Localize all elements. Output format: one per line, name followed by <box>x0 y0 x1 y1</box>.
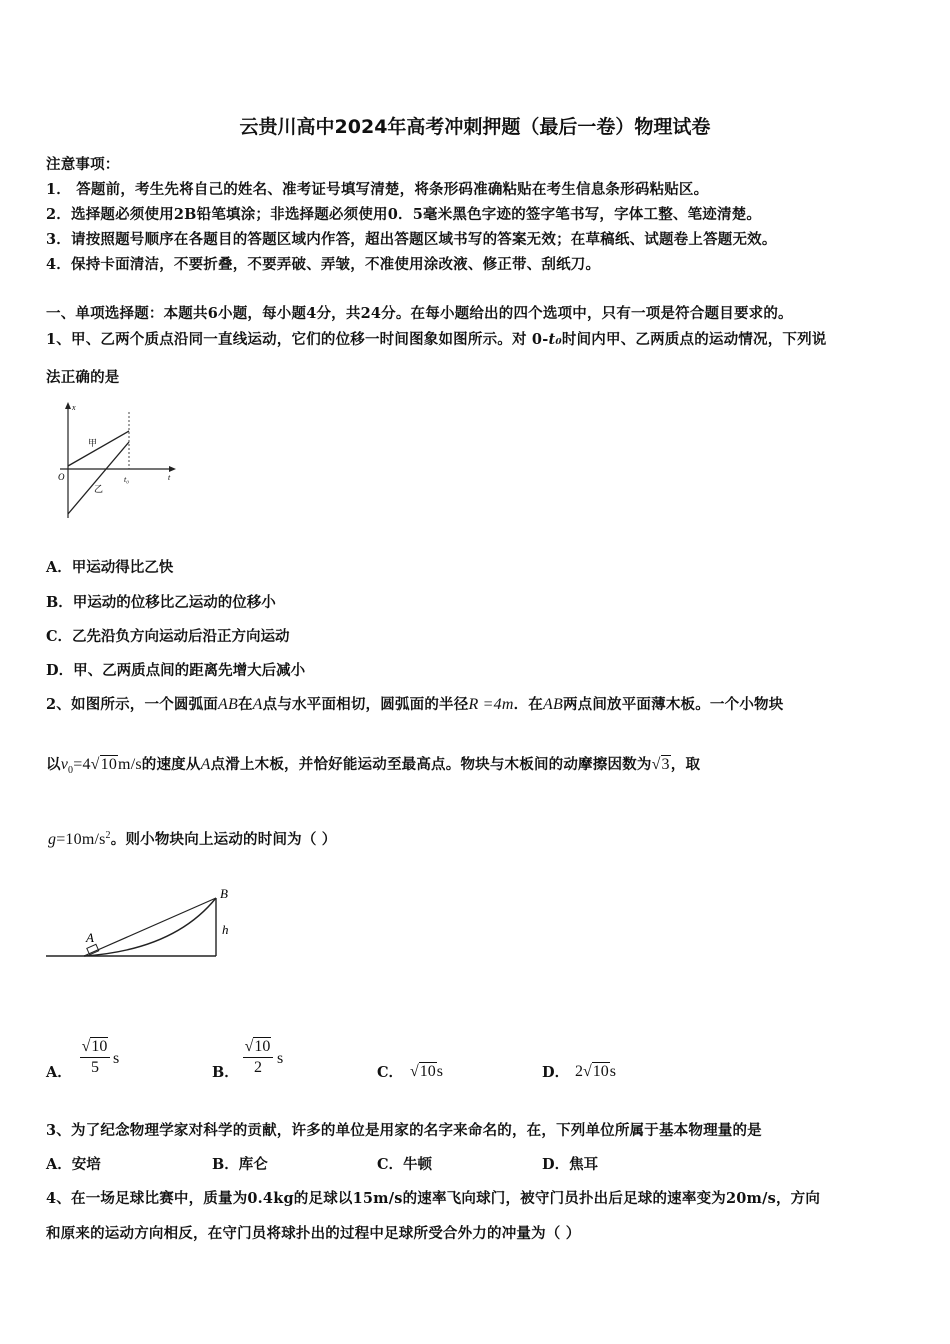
line-yi <box>68 442 129 514</box>
q2-line3 <box>48 828 337 849</box>
graph-origin-label: O <box>58 472 65 482</box>
section-heading: 一、单项选择题：本题共6小题，每小题4分，共24分。在每小题给出的四个选项中，只有一项是符合题目要求的。 <box>46 305 793 322</box>
q2-ab: AB <box>218 696 238 713</box>
q3-option-a: A．安培 <box>46 1156 101 1173</box>
q2-radius: R =4m <box>468 696 514 713</box>
q2-text-5: 两点间放平面薄木板。一个小物块 <box>562 696 784 713</box>
q1-option-c: C．乙先沿负方向运动后沿正方向运动 <box>46 628 290 645</box>
q2-option-b-den: 2 <box>254 1059 262 1076</box>
q3-option-b: B．库仑 <box>212 1156 268 1173</box>
q2-text-2: 在 <box>237 696 253 713</box>
q2-text-6: 以 <box>46 756 61 773</box>
notice-heading: 注意事项： <box>46 156 120 173</box>
graph-x-label: x <box>72 403 76 412</box>
label-a: A <box>86 930 94 945</box>
q2-arc-figure <box>44 880 244 964</box>
q2-text-8: 点滑上木板，并恰好能运动至最高点。物块与木板间的动摩擦因数为 <box>210 756 652 773</box>
q2-option-a-den: 5 <box>91 1059 99 1076</box>
q2-v0-value: =4 <box>73 756 91 773</box>
q2-option-a-unit: s <box>113 1050 120 1067</box>
q2-g-value: =10m/s <box>56 831 106 848</box>
q2-a-2: A <box>200 756 211 773</box>
notice-item-3: 3．请按照题号顺序在各题目的答题区域内作答，超出答题区域书写的答案无效；在草稿纸、试题卷上答题无效。 <box>46 231 777 248</box>
q2-option-b-num: 10 <box>254 1038 271 1055</box>
q2-option-b-fraction: √10 2 <box>243 1038 273 1077</box>
q1-xt-graph <box>50 398 180 520</box>
q2-option-b-label: B． <box>212 1064 239 1081</box>
q2-v0-symbol: v <box>60 756 69 773</box>
notice-item-1: 1． 答题前，考生先将自己的姓名、准考证号填写清楚，将条形码准确粘贴在考生信息条形码粘贴区。 <box>46 181 709 198</box>
q2-text-7: 的速度从 <box>141 756 201 773</box>
q3-text: 3、为了纪念物理学家对科学的贡献，许多的单位是用家的名字来命名的，在，下列单位所属于基本物理量的是 <box>46 1122 762 1139</box>
page-title: 云贵川高中2024年高考冲刺押题（最后一卷）物理试卷 <box>239 116 711 138</box>
q4-line2: 和原来的运动方向相反，在守门员将球扑出的过程中足球所受合外力的冲量为（ ） <box>46 1225 581 1242</box>
q2-option-c-unit: s <box>436 1063 444 1080</box>
q2-option-a-num: 10 <box>91 1038 108 1055</box>
notice-item-4: 4．保持卡面清洁，不要折叠，不要弄破、弄皱，不准使用涂改液、修正带、刮纸刀。 <box>46 256 601 273</box>
q2-ab-2: AB <box>542 696 563 713</box>
q1-option-d: D．甲、乙两质点间的距离先增大后减小 <box>46 662 306 679</box>
q2-option-d-label: D． <box>542 1064 570 1081</box>
q2-text-1: 2、如图所示，一个圆弧面 <box>46 696 218 713</box>
q2-a: A <box>252 696 263 713</box>
q2-g-exp: 2 <box>105 830 111 842</box>
x-axis-arrow <box>65 402 71 409</box>
label-h: h <box>222 922 229 937</box>
notice-item-2: 2．选择题必须使用2B铅笔填涂；非选择题必须使用0．5毫米黑色字迹的签字笔书写，字体工整、笔迹清楚。 <box>46 206 762 223</box>
q2-option-c-value: √10s <box>410 1063 444 1080</box>
q2-text-10: 。则小物块向上运动的时间为（ ） <box>110 831 337 848</box>
q2-option-c-rad: 10 <box>419 1063 436 1080</box>
q1-text-a: 1、甲、乙两个质点沿同一直线运动，它们的位移一时间图象如图所示。对 0- <box>46 331 549 348</box>
q2-option-c-label: C． <box>377 1064 404 1081</box>
q2-text-9: ，取 <box>670 756 701 773</box>
q2-option-a-label: A． <box>46 1064 72 1081</box>
line-jia <box>68 431 129 466</box>
q2-option-b-unit: s <box>277 1050 284 1067</box>
q1-text-b: 时间内甲、乙两质点的运动情况，下列说 <box>561 331 827 348</box>
q2-option-d-unit: s <box>609 1063 617 1080</box>
q1-line2: 法正确的是 <box>46 369 120 386</box>
q2-mu-sqrt: 3 <box>661 756 670 773</box>
q3-option-d: D．焦耳 <box>542 1156 599 1173</box>
label-b: B <box>220 886 228 901</box>
q2-text-3: 点与水平面相切，圆弧面的半径 <box>262 696 469 713</box>
block <box>87 944 99 954</box>
wooden-board <box>84 898 216 956</box>
q2-option-d-coef: 2 <box>575 1063 583 1080</box>
q2-v0-unit: m/s <box>118 756 142 773</box>
q2-v0-sub: 0 <box>68 764 74 776</box>
q1-line1 <box>46 328 827 349</box>
q2-option-d-value: 2√10s <box>575 1063 617 1080</box>
q2-line1 <box>46 693 783 714</box>
t-axis-arrow <box>169 466 176 472</box>
q2-option-d-rad: 10 <box>592 1063 609 1080</box>
q2-v0-sqrt: 10 <box>100 756 118 773</box>
graph-yi-label: 乙 <box>94 484 104 494</box>
q2-text-4: ．在 <box>513 696 543 713</box>
graph-t0-label: t₀ <box>124 475 130 484</box>
q2-line2: 以$v_0=4√10m/s$的速度从A点滑上木板，并恰好能运动至最高点。物块与木板间的动摩擦因数为√3，取 <box>46 756 701 776</box>
q1-option-b: B．甲运动的位移比乙运动的位移小 <box>46 594 276 611</box>
q3-option-c: C．牛顿 <box>377 1156 433 1173</box>
graph-jia-label: 甲 <box>88 438 98 448</box>
q1-t0: t₀ <box>548 331 562 348</box>
q2-option-a-fraction: √10 5 <box>80 1038 110 1077</box>
q2-g-symbol: g <box>48 831 57 848</box>
graph-t-label: t <box>168 473 171 482</box>
q4-line1: 4、在一场足球比赛中，质量为0.4kg的足球以15m/s的速率飞向球门，被守门员扑出后足球的速率变为20m/s，方向 <box>46 1190 821 1207</box>
q1-option-a: A．甲运动得比乙快 <box>46 559 174 576</box>
